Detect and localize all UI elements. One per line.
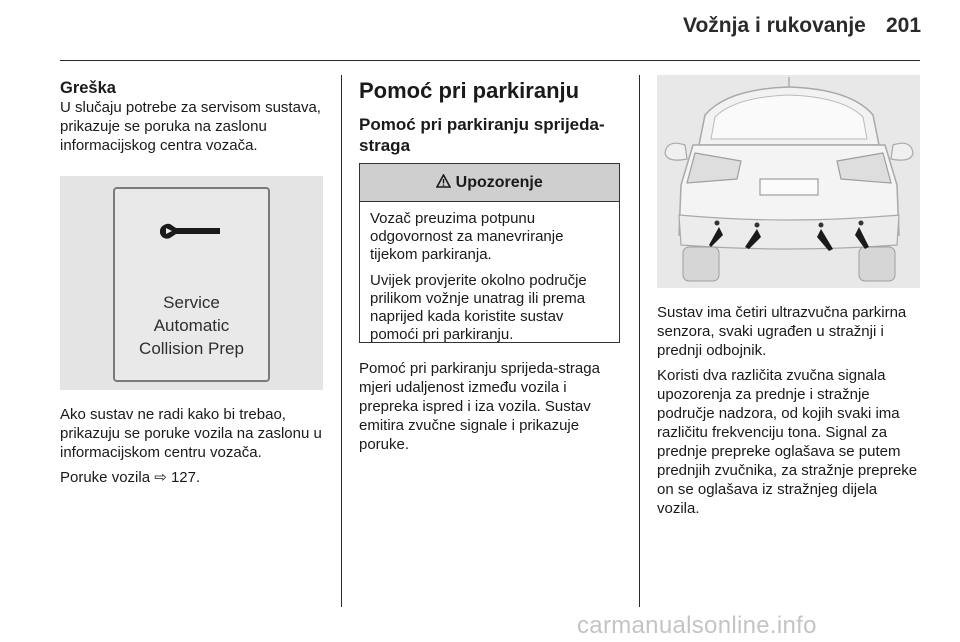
warning-box [359, 163, 620, 343]
ref-page: 127. [170, 469, 201, 486]
parking-assist-title: Pomoć pri parkiranju [359, 78, 580, 103]
warning-paragraph-2: Uvijek provjerite okolno područje prilikom vožnje unatrag ili prema naprijed kada koristite sustav pomoći pri parkiranju. [370, 272, 587, 343]
watermark: carmanualsonline.info [577, 612, 817, 639]
middle-column-lower [359, 359, 625, 460]
page-number: 201 [886, 14, 922, 37]
parking-assist-subtitle: Pomoć pri parkiranju sprijeda-straga [359, 115, 605, 155]
display-line-1: Service [163, 293, 220, 312]
section-title: Vožnja i rukovanje [683, 14, 866, 37]
car-rear-illustration [657, 75, 920, 288]
display-line-2: Automatic [153, 316, 230, 335]
warning-body [360, 202, 619, 344]
column-divider-2 [639, 75, 640, 607]
warning-paragraph-1: Vozač preuzima potpunu odgovornost za manevriranje tijekom parkiranja. [370, 210, 564, 263]
wrench-icon [160, 219, 224, 243]
page-ref-icon: ⇨ [154, 469, 167, 486]
left-column [60, 78, 326, 161]
left-column-lower [60, 405, 328, 493]
error-heading: Greška [60, 79, 116, 97]
middle-column [359, 78, 625, 156]
error-intro: U slučaju potrebe za servisom sustava, prikazuje se poruka na zaslonu informacijskog centra vozača. [60, 99, 321, 154]
parking-assist-paragraph: Pomoć pri parkiranju sprijeda-straga mjeri udaljenost između vozila i prepreka ispred i iza vozila. Sustav emitira zvučne signale i prikazuje poruke. [359, 360, 600, 453]
sensors-paragraph: Sustav ima četiri ultrazvučna parkirna senzora, svaki ugrađen u stražnji i prednji odbojnik. [657, 304, 907, 359]
header-divider [60, 60, 920, 61]
car-rear-sensors-image [657, 75, 920, 288]
driver-info-display-image [60, 176, 323, 390]
ref-text: Poruke vozila [60, 469, 151, 486]
warning-triangle-icon [436, 174, 451, 188]
column-divider-1 [341, 75, 342, 607]
display-screen [113, 187, 270, 382]
display-line-3: Collision Prep [139, 339, 244, 358]
warning-header [360, 164, 619, 202]
malfunction-paragraph: Ako sustav ne radi kako bi trebao, prikazuju se poruke vozila na zaslonu u informacijskom centru vozača. [60, 406, 322, 461]
vehicle-messages-ref [60, 468, 328, 487]
warning-label: Upozorenje [455, 174, 543, 191]
right-column [657, 303, 923, 524]
signals-paragraph: Koristi dva različita zvučna signala upozorenja za prednje i stražnje područje nadzora, od kojih svaki ima različitu frekvenciju tona. Signal za prednje prepreke oglašava se putem prednjih zvučnika, za stražnje prepreke on se oglašava iz stražnjeg dijela vozila. [657, 367, 918, 517]
